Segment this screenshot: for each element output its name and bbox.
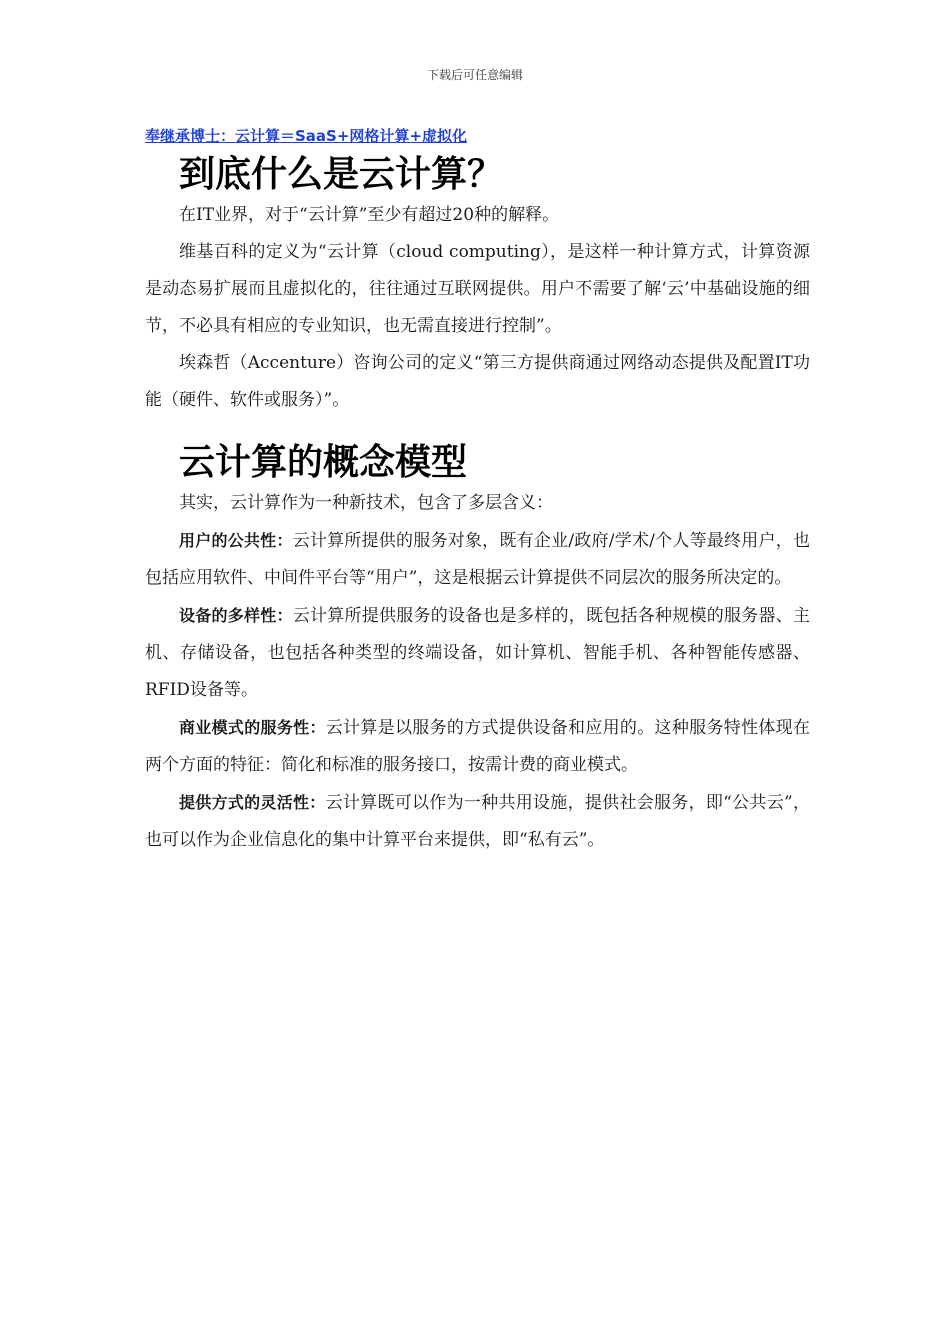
paragraph: 维基百科的定义为“云计算（cloud computing），是这样一种计算方式，计算资源是动态易扩展而且虚拟化的，往往通过互联网提供。用户不需要了解‘云’中基础设施的细节，不必具有相应的专业知识，也无需直接进行控制”。 [145, 242, 810, 336]
concept-text: 云计算所提供服务的设备也是多样的，既包括各种规模的服务器、主机、存储设备，也包括各种类型的终端设备，如计算机、智能手机、各种智能传感器、RFID设备等。 [145, 606, 810, 700]
concept-item [145, 709, 810, 784]
paragraph: 在IT业界，对于“云计算”至少有超过20种的解释。 [179, 205, 560, 225]
section-heading-what-is-cloud: 到底什么是云计算？ [179, 153, 504, 195]
concept-term: 商业模式的服务性： [179, 718, 326, 737]
concept-item [145, 597, 810, 709]
section-heading-concept-model: 云计算的概念模型 [179, 441, 468, 483]
concept-text: 云计算是以服务的方式提供设备和应用的。这种服务特性体现在两个方面的特征：简化和标准的服务接口，按需计费的商业模式。 [145, 718, 810, 775]
concept-text: 云计算既可以作为一种共用设施，提供社会服务，即“公共云”，也可以作为企业信息化的集中计算平台来提供，即“私有云”。 [145, 793, 810, 850]
page-header: 下载后可任意编辑 [426, 68, 523, 82]
concept-term: 提供方式的灵活性： [179, 793, 326, 812]
concept-item [145, 784, 810, 859]
concept-term: 设备的多样性： [179, 606, 293, 625]
paragraph: 其实，云计算作为一种新技术，包含了多层含义： [179, 493, 553, 513]
paragraph: 埃森哲（Accenture）咨询公司的定义“第三方提供商通过网络动态提供及配置IT功能（硬件、软件或服务）”。 [145, 353, 810, 410]
article-link[interactable]: 奉继承博士：云计算＝SaaS+网格计算+虚拟化 [145, 127, 467, 145]
concept-text: 云计算所提供的服务对象，既有企业/政府/学术/个人等最终用户，也包括应用软件、中间件平台等“用户”，这是根据云计算提供不同层次的服务所决定的。 [145, 531, 810, 588]
concept-term: 用户的公共性： [179, 531, 293, 550]
concept-item [145, 522, 810, 597]
document-body [145, 125, 810, 859]
